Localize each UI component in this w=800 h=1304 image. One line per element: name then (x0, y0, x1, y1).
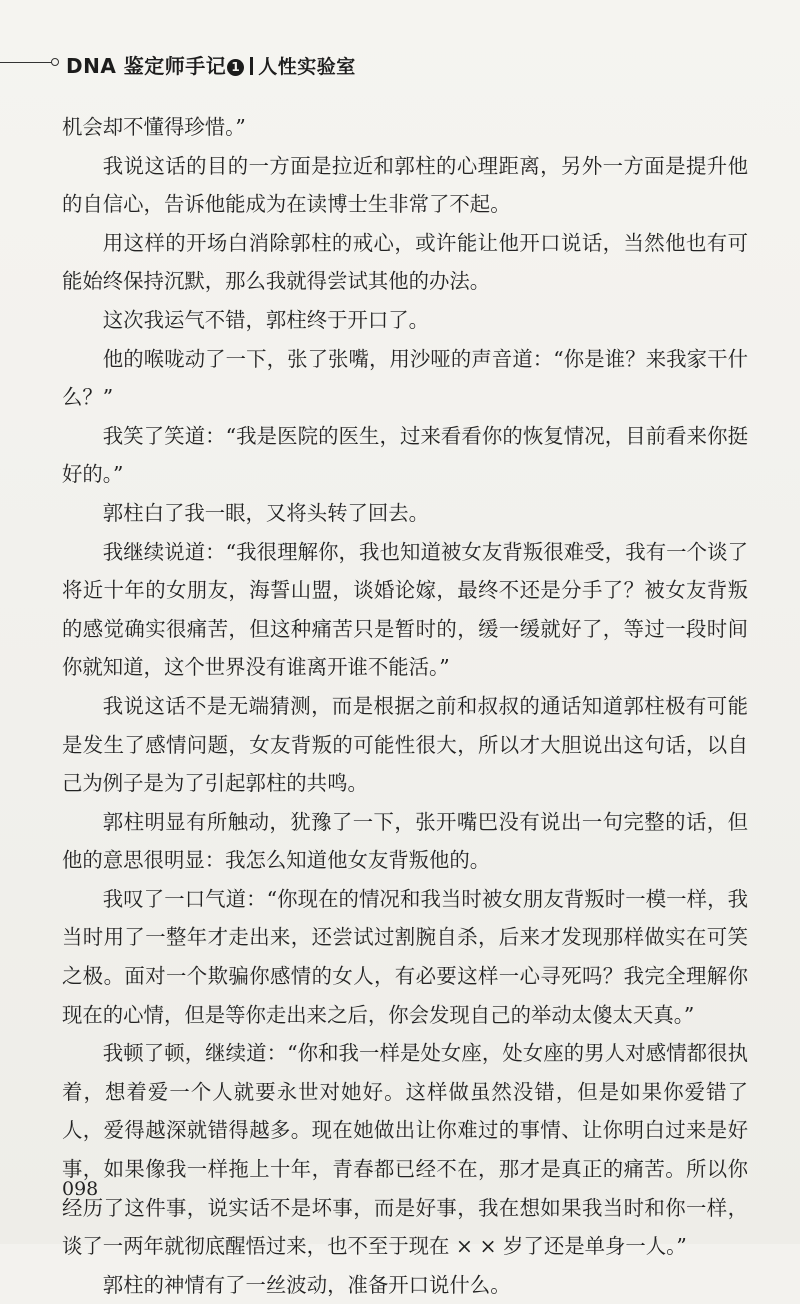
paragraph: 机会却不懂得珍惜。” (62, 115, 246, 139)
page-number: 098 (62, 1178, 99, 1200)
paragraph: 郭柱明显有所触动，犹豫了一下，张开嘴巴没有说出一句完整的话，但他的意思很明显：我怎么知道他女友背叛他的。 (62, 809, 748, 873)
paragraph: 这次我运气不错，郭柱终于开口了。 (102, 307, 430, 332)
header-circle-ornament (51, 58, 59, 66)
paragraph: 郭柱的神情有了一丝波动，准备开口说什么。 (102, 1272, 511, 1297)
header-rule (0, 62, 52, 63)
paragraph: 用这样的开场白消除郭柱的戒心，或许能让他开口说话，当然他也有可能始终保持沉默，那么我就得尝试其他的办法。 (62, 230, 748, 294)
book-title (66, 50, 356, 79)
paragraph: 我笑了笑道：“我是医院的医生，过来看看你的恢复情况，目前看来你挺好的。” (62, 423, 748, 487)
title-separator (250, 57, 253, 75)
paragraph: 我继续说道：“我很理解你，我也知道被女友背叛很难受，我有一个谈了将近十年的女朋友，海誓山盟，谈婚论嫁，最终不还是分手了？被女友背叛的感觉确实很痛苦，但这种痛苦只是暂时的，缓一缓就好了，等过一段时间你就知道，这个世界没有谁离开谁不能活。” (62, 539, 748, 680)
paragraph: 我叹了一口气道：“你现在的情况和我当时被女朋友背叛时一模一样，我当时用了一整年才走出来，还尝试过割腕自杀，后来才发现那样做实在可笑之极。面对一个欺骗你感情的女人，有必要这样一心寻死吗？我完全理解你现在的心情，但是等你走出来之后，你会发现自己的举动太傻太天真。” (62, 886, 748, 1027)
paragraph: 他的喉咙动了一下，张了张嘴，用沙哑的声音道：“你是谁？来我家干什么？” (62, 346, 748, 410)
paragraph: 我说这话的目的一方面是拉近和郭柱的心理距离，另外一方面是提升他的自信心，告诉他能成为在读博士生非常了不起。 (62, 153, 748, 217)
book-subtitle: 人性实验室 (258, 56, 356, 78)
running-header (0, 48, 800, 80)
paragraph: 我顿了顿，继续道：“你和我一样是处女座，处女座的男人对感情都很执着，想着爱一个人就要永世对她好。这样做虽然没错，但是如果你爱错了人，爱得越深就错得越多。现在她做出让你难过的事情、让你明白过来是好事，如果像我一样拖上十年，青春都已经不在，那才是真正的痛苦。所以你经历了这件事，说实话不是坏事，而是好事，我在想如果我当时和你一样，谈了一两年就彻底醒悟过来，也不至于现在 × × 岁了还是单身一人。” (62, 1041, 748, 1259)
paragraph: 我说这话不是无端猜测，而是根据之前和叔叔的通话知道郭柱极有可能是发生了感情问题，女友背叛的可能性很大，所以才大胆说出这句话，以自己为例子是为了引起郭柱的共鸣。 (62, 693, 748, 796)
paragraph: 郭柱白了我一眼，又将头转了回去。 (102, 500, 430, 525)
book-title-main: DNA 鉴定师手记 (66, 54, 227, 78)
volume-number-badge: 1 (227, 59, 244, 76)
body-text (62, 108, 748, 1304)
